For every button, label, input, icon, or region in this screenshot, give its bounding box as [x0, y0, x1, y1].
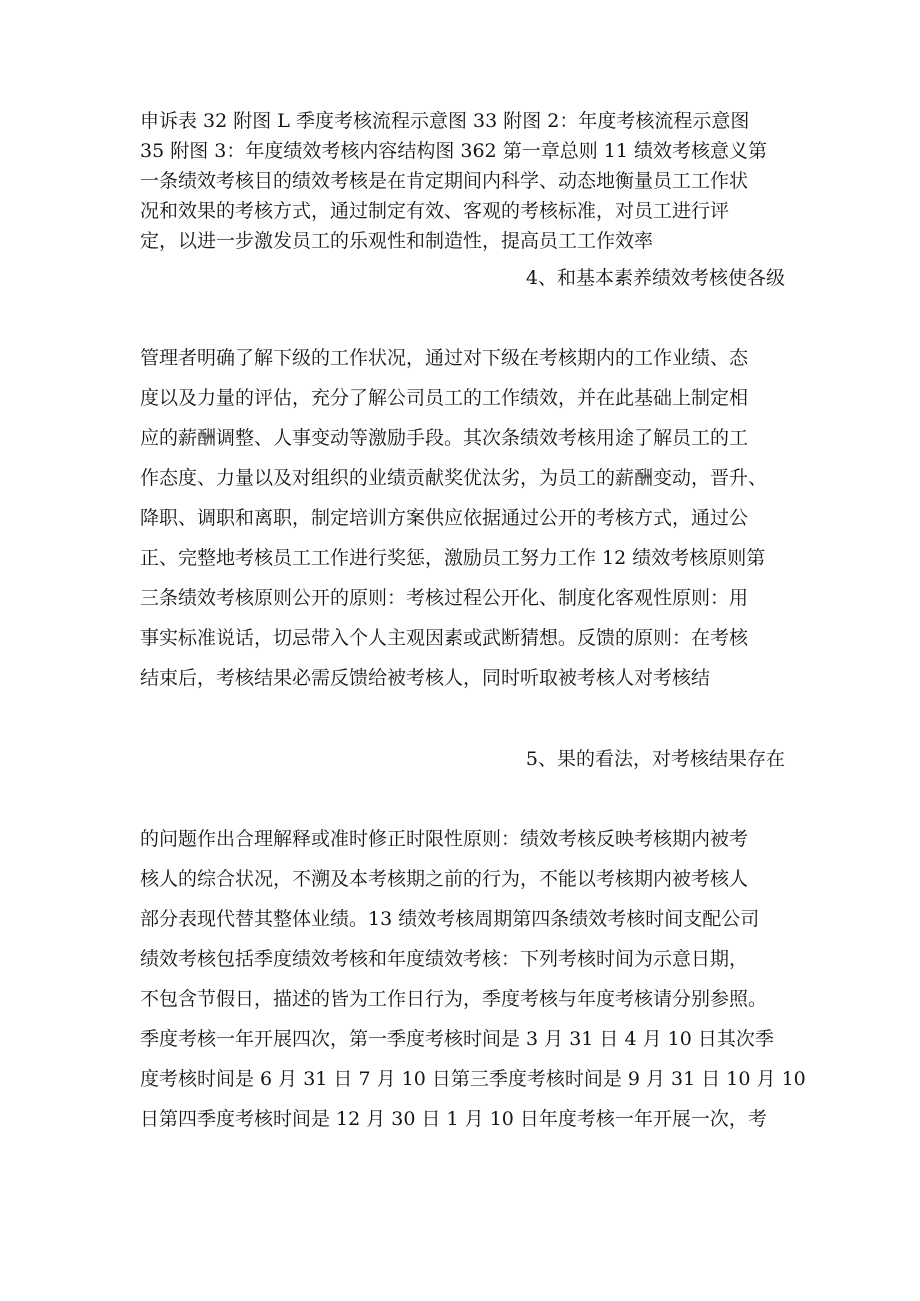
text-line: 降职、调职和离职，制定培训方案供应依据通过公开的考核方式，通过公	[140, 507, 749, 529]
text-line: 度以及力量的评估，充分了解公司员工的工作绩效，并在此基础上制定相	[140, 387, 749, 409]
text-line: 季度考核一年开展四次，第一季度考核时间是 3 月 31 日 4 月 10 日其次季	[140, 1028, 774, 1050]
text-line: 一条绩效考核目的绩效考核是在肯定期间内科学、动态地衡量员工工作状	[140, 170, 749, 192]
section-heading: 4、和基本素养绩效考核使各级	[525, 267, 785, 289]
text-line: 申诉表 32 附图 L 季度考核流程示意图 33 附图 2：年度考核流程示意图	[140, 110, 750, 132]
text-line: 作态度、力量以及对组织的业绩贡献奖优汰劣，为员工的薪酬变动，晋升、	[140, 467, 768, 489]
text-line: 度考核时间是 6 月 31 日 7 月 10 日第三季度考核时间是 9 月 31 日 10 月 10	[140, 1068, 806, 1090]
text-line: 况和效果的考核方式，通过制定有效、客观的考核标准，对员工进行评	[140, 200, 730, 222]
intro-paragraph	[140, 106, 785, 256]
section-heading: 5、果的看法，对考核结果存在	[525, 748, 785, 770]
text-line: 应的薪酬调整、人事变动等激励手段。其次条绩效考核用途了解员工的工	[140, 427, 749, 449]
text-line: 绩效考核包括季度绩效考核和年度绩效考核：下列考核时间为示意日期，	[140, 948, 749, 970]
section-5-paragraph	[140, 739, 806, 1139]
section-4-paragraph	[140, 258, 785, 698]
text-line: 正、完整地考核员工工作进行奖惩，激励员工努力工作 12 绩效考核原则第	[140, 547, 766, 569]
text-line: 日第四季度考核时间是 12 月 30 日 1 月 10 日年度考核一年开展一次，考	[140, 1108, 767, 1130]
text-line: 核人的综合状况，不溯及本考核期之前的行为，不能以考核期内被考核人	[140, 868, 749, 890]
text-line: 定，以进一步激发员工的乐观性和制造性，提高员工工作效率	[140, 230, 654, 252]
text-line: 事实标准说话，切忌带入个人主观因素或武断猜想。反馈的原则：在考核	[140, 627, 749, 649]
text-line: 部分表现代替其整体业绩。13 绩效考核周期第四条绩效考核时间支配公司	[140, 908, 760, 930]
text-line: 35 附图 3：年度绩效考核内容结构图 362 第一章总则 11 绩效考核意义第	[140, 140, 767, 162]
text-line: 管理者明确了解下级的工作状况，通过对下级在考核期内的工作业绩、态	[140, 347, 749, 369]
text-line: 的问题作出合理解释或准时修正时限性原则：绩效考核反映考核期内被考	[140, 828, 749, 850]
text-line: 结束后，考核结果必需反馈给被考核人，同时听取被考核人对考核结	[140, 667, 711, 689]
text-line: 不包含节假日，描述的皆为工作日行为，季度考核与年度考核请分别参照。	[140, 988, 768, 1010]
text-line: 三条绩效考核原则公开的原则：考核过程公开化、制度化客观性原则：用	[140, 587, 749, 609]
